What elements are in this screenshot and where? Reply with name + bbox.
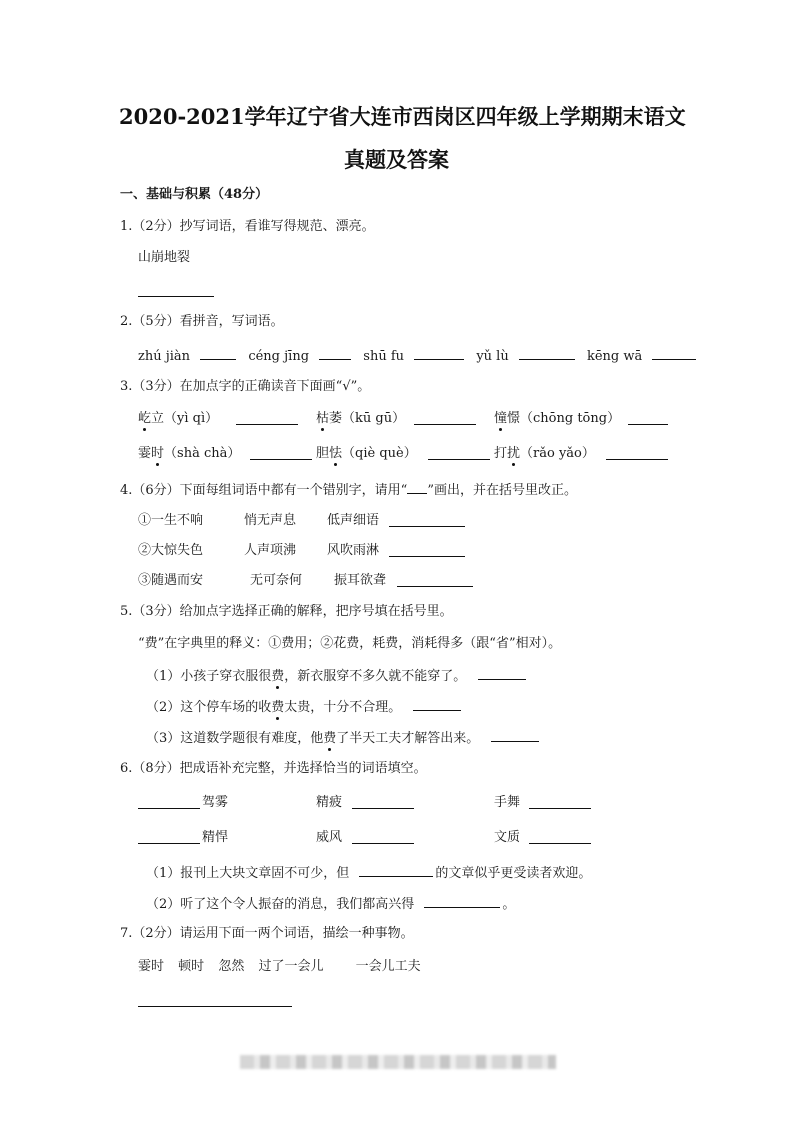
q6-blank-5[interactable] xyxy=(352,831,414,844)
q5-s1-post: ，新衣服穿不多久就不能穿了。 xyxy=(284,669,467,684)
q2-blank-4[interactable] xyxy=(519,347,575,360)
q4-blank-2[interactable] xyxy=(389,544,465,557)
q6-blank-1[interactable] xyxy=(138,796,200,809)
q4-row-3-col-2: 无可奈何 xyxy=(250,573,303,588)
q3-item-1-post: 立（yì qì） xyxy=(151,411,219,426)
q3-item-2-dot: 枯 xyxy=(316,411,330,426)
q6-s2-blank[interactable] xyxy=(424,895,500,908)
underline-mark xyxy=(407,483,427,494)
q1-word: 山崩地裂 xyxy=(138,250,191,265)
q5-s3-dot: 费 xyxy=(323,731,337,746)
q2-pinyin-row xyxy=(138,347,696,363)
q2-pinyin-5: kēng wā xyxy=(586,349,643,364)
q4-row-3-col-1: ③随遇而安 xyxy=(138,573,204,588)
q6-blank-2[interactable] xyxy=(352,796,414,809)
q4-row-3-col-3: 振耳欲聋 xyxy=(334,573,387,588)
q3-item-4-dot: 时 xyxy=(151,446,165,461)
q2-prompt: 2.（5分）看拼音，写词语。 xyxy=(120,314,284,329)
q7-words xyxy=(138,960,421,973)
q6-idiom-4: 精悍 xyxy=(202,830,229,845)
blurred-footer-watermark xyxy=(240,1055,556,1069)
q3-item-5-dot: 怯 xyxy=(329,446,343,461)
q1-prompt: 1.（2分）抄写词语，看谁写得规范、漂亮。 xyxy=(120,219,375,234)
q3-blank-3[interactable] xyxy=(628,412,668,425)
q5-s3-pre: （3）这道数学题很有难度，他 xyxy=(146,731,324,746)
q2-blank-2[interactable] xyxy=(319,347,351,360)
q6-blank-4[interactable] xyxy=(138,831,200,844)
q2-pinyin-1: zhú jiàn xyxy=(138,349,191,364)
q7-answer-blank[interactable] xyxy=(138,994,292,1007)
q3-item-4-post: （shà chà） xyxy=(164,446,241,461)
q3-item-6-dot: 扰 xyxy=(507,446,521,461)
q6-s2-post: 。 xyxy=(502,897,516,912)
q3-blank-5[interactable] xyxy=(428,447,490,460)
q6-prompt: 6.（8分）把成语补充完整，并选择恰当的词语填空。 xyxy=(120,761,427,776)
q7-word-4: 过了一会儿 xyxy=(258,959,324,974)
q6-blank-6[interactable] xyxy=(529,831,591,844)
q5-s3-post: 了半天工夫才解答出来。 xyxy=(336,731,480,746)
q3-item-6 xyxy=(494,447,595,460)
q3-prompt: 3.（3分）在加点字的正确读音下面画“√”。 xyxy=(120,379,371,394)
q6-sentence-1 xyxy=(146,864,591,880)
q5-blank-2[interactable] xyxy=(413,698,461,711)
q5-s2-pre: （2）这个停车场的收 xyxy=(146,700,272,715)
page-title-line2: 真题及答案 xyxy=(344,147,449,172)
q2-pinyin-3: shū fu xyxy=(363,349,405,364)
q4-row-2-col-1: ②大惊失色 xyxy=(138,543,204,558)
q3-item-1 xyxy=(138,412,218,425)
q5-prompt: 5.（3分）给加点字选择正确的解释，把序号填在括号里。 xyxy=(120,604,453,619)
q3-item-5 xyxy=(316,447,417,460)
q2-blank-1[interactable] xyxy=(200,347,236,360)
q4-prompt-a: 4.（6分）下面每组词语中都有一个错别字，请用“ xyxy=(120,483,408,498)
q4-blank-3[interactable] xyxy=(397,574,473,587)
q3-item-5-pre: 胆 xyxy=(316,446,330,461)
q2-pinyin-4: yǔ lù xyxy=(476,349,509,364)
q7-word-2: 顿时 xyxy=(178,959,205,974)
q7-word-3: 忽然 xyxy=(218,959,245,974)
q3-item-3-post: 憬（chōng tōng） xyxy=(507,411,621,426)
q5-sentence-1 xyxy=(146,667,526,683)
q6-s1-pre: （1）报刊上大块文章固不可少，但 xyxy=(146,866,350,881)
q6-idiom-1: 驾雾 xyxy=(202,795,229,810)
q4-prompt-b: ”画出，并在括号里改正。 xyxy=(427,483,577,498)
q3-blank-4[interactable] xyxy=(250,447,312,460)
q4-row-1-col-3: 低声细语 xyxy=(327,513,380,528)
q3-item-4 xyxy=(138,447,240,460)
q5-definition: “费”在字典里的释义：①费用；②花费，耗费，消耗得多（跟“省”相对）。 xyxy=(138,636,562,651)
q5-blank-1[interactable] xyxy=(478,667,526,680)
q2-pinyin-2: céng jīng xyxy=(248,349,310,364)
q3-item-6-post: （rǎo yǎo） xyxy=(520,446,595,461)
q6-idiom-5: 威风 xyxy=(316,830,343,845)
section-heading: 一、基础与积累（48分） xyxy=(120,187,269,202)
q4-prompt xyxy=(120,483,577,497)
q3-item-5-post: （qiè què） xyxy=(342,446,417,461)
q5-blank-3[interactable] xyxy=(491,729,539,742)
q4-blank-1[interactable] xyxy=(389,514,465,527)
q1-answer-blank[interactable] xyxy=(138,284,214,297)
q6-s1-blank[interactable] xyxy=(359,864,433,877)
q3-item-6-pre: 打 xyxy=(494,446,508,461)
q3-item-2-post: 萎（kū gū） xyxy=(329,411,406,426)
q6-blank-3[interactable] xyxy=(529,796,591,809)
q4-row-1-col-2: 悄无声息 xyxy=(244,513,297,528)
page-title-line1: 2020-2021学年辽宁省大连市西岗区四年级上学期期末语文 xyxy=(119,104,686,129)
q3-item-3 xyxy=(494,412,620,425)
q2-blank-3[interactable] xyxy=(414,347,464,360)
q3-item-3-dot: 憧 xyxy=(494,411,508,426)
q4-row-2-col-2: 人声项沸 xyxy=(244,543,297,558)
q2-blank-5[interactable] xyxy=(652,347,696,360)
q5-s2-dot: 费 xyxy=(271,700,285,715)
q6-idiom-6: 文质 xyxy=(494,830,521,845)
q4-row-2-col-3: 风吹雨淋 xyxy=(327,543,380,558)
q5-sentence-3 xyxy=(146,729,539,745)
q7-word-1: 霎时 xyxy=(138,959,165,974)
q6-idiom-3: 手舞 xyxy=(494,795,521,810)
q3-blank-1[interactable] xyxy=(236,412,298,425)
q6-idiom-2: 精疲 xyxy=(316,795,343,810)
q3-item-4-pre: 霎 xyxy=(138,446,152,461)
q5-s1-dot: 费 xyxy=(271,669,285,684)
q5-sentence-2 xyxy=(146,698,461,714)
q6-sentence-2 xyxy=(146,895,515,911)
q6-s2-pre: （2）听了这个令人振奋的消息，我们都高兴得 xyxy=(146,897,415,912)
q5-s1-pre: （1）小孩子穿衣服很 xyxy=(146,669,272,684)
q3-item-2 xyxy=(316,412,405,425)
q3-blank-2[interactable] xyxy=(414,412,476,425)
q3-blank-6[interactable] xyxy=(606,447,668,460)
q5-s2-post: 太贵，十分不合理。 xyxy=(284,700,402,715)
q4-row-1-col-1: ①一生不响 xyxy=(138,513,204,528)
q6-s1-post: 的文章似乎更受读者欢迎。 xyxy=(435,866,592,881)
q3-item-1-dot: 屹 xyxy=(138,411,152,426)
q7-word-5: 一会儿工夫 xyxy=(355,959,421,974)
q7-prompt: 7.（2分）请运用下面一两个词语，描绘一种事物。 xyxy=(120,926,414,941)
